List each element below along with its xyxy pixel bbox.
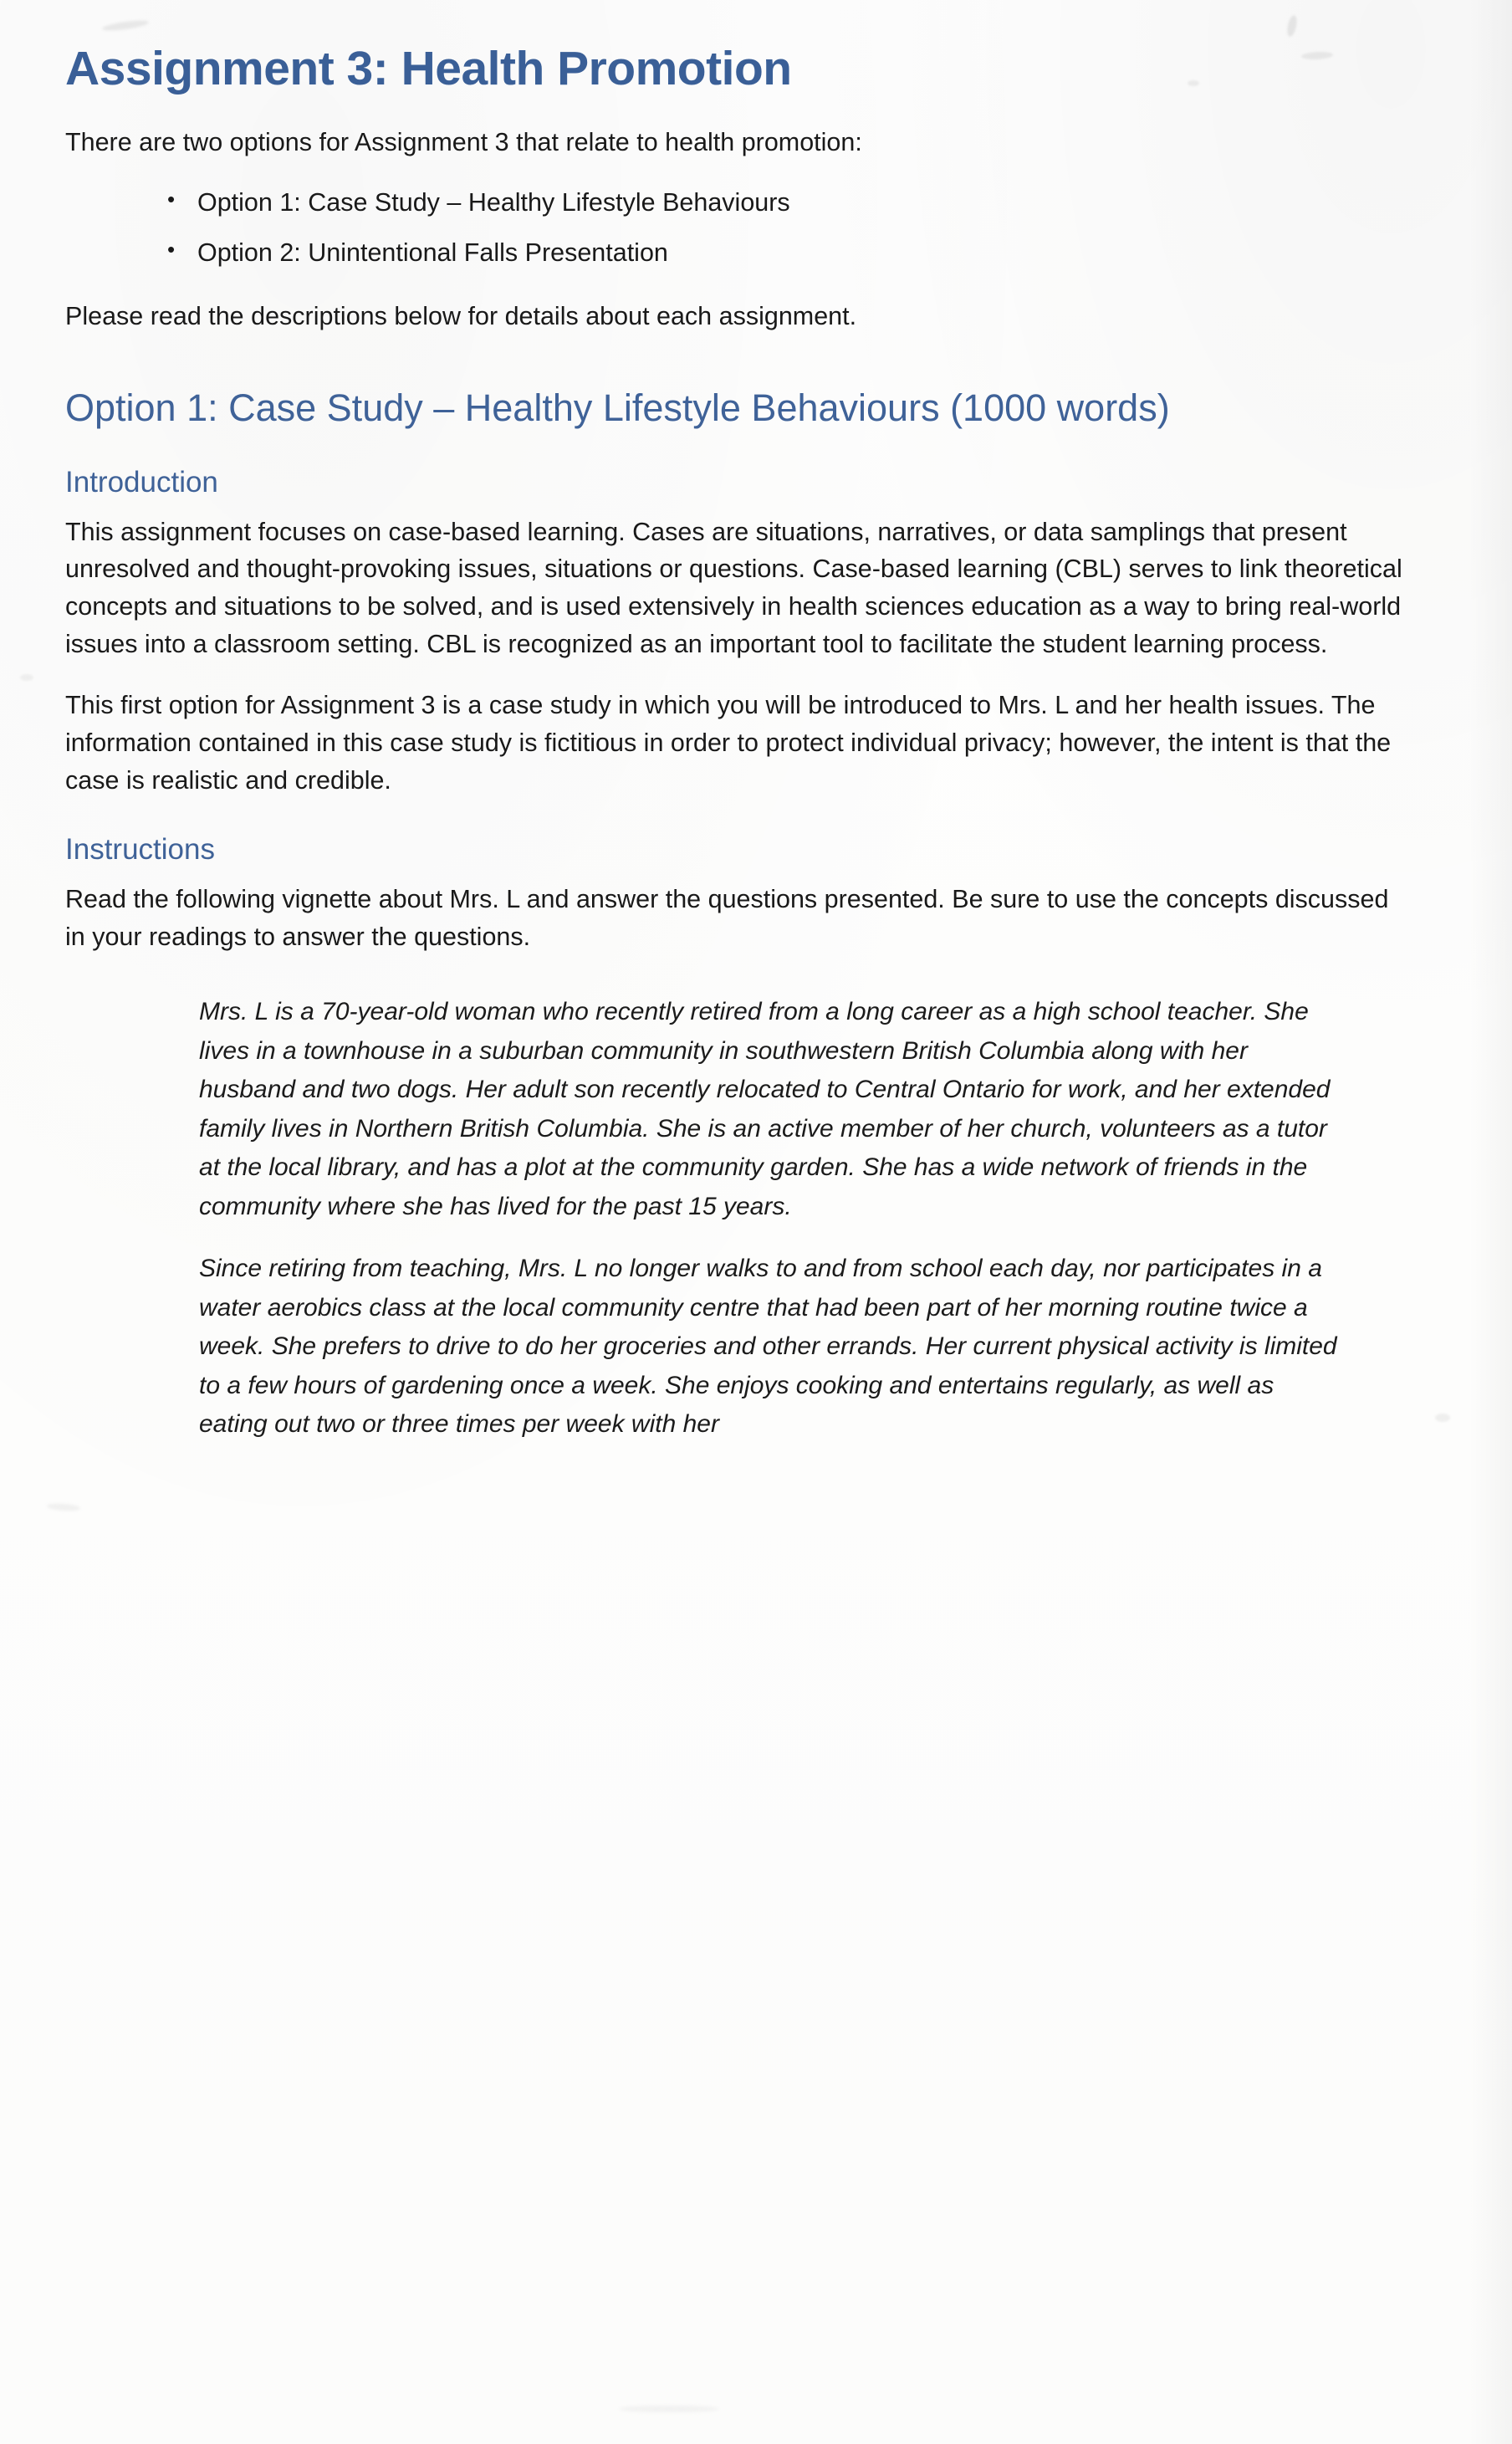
instructions-paragraph-1: Read the following vignette about Mrs. L and answer the questions presented. Be sure to use the concepts discussed in your readings to answer the questions. bbox=[65, 885, 1389, 952]
vignette-paragraph-2: Since retiring from teaching, Mrs. L no longer walks to and from school each day, nor participates in a water aerobics class at the local community centre that had been part of her morning routine twice a week. She prefers to drive to do her groceries and other errands. Her current physical activity is limited to a few hours of gardening once a week. She enjoys cooking and entertains regularly, as well as eating out two or three times per week with her bbox=[199, 1255, 1337, 1439]
scan-artifact bbox=[619, 2406, 719, 2412]
introduction-paragraph-1: This assignment focuses on case-based learning. Cases are situations, narratives, or data samplings that present unresolved and thought-provoking issues, situations or questions. Case-based learning (CBL) serves to link theoretical concepts and situations to be solved, and is used extensively in health sciences education as a way to bring real-world issues into a classroom setting. CBL is recognized as an important tool to facilitate the student learning process. bbox=[65, 517, 1402, 659]
scan-artifact bbox=[47, 1503, 80, 1512]
list-item: • Option 1: Case Study – Healthy Lifestyle Behaviours bbox=[197, 184, 1405, 222]
read-descriptions-note: Please read the descriptions below for details about each assignment. bbox=[65, 301, 857, 330]
instructions-heading: Instructions bbox=[65, 833, 215, 867]
page-title: Assignment 3: Health Promotion bbox=[65, 42, 792, 95]
intro-paragraph: There are two options for Assignment 3 that relate to health promotion: bbox=[65, 127, 862, 156]
introduction-paragraph-2: This first option for Assignment 3 is a case study in which you will be introduced to Mrs. L and her health issues. The information contained in this case study is fictitious in order to protect individual privacy; however, the intent is that the case is realistic and credible. bbox=[65, 690, 1392, 795]
assignment-options-list bbox=[65, 184, 1405, 273]
list-item: • Option 2: Unintentional Falls Presentation bbox=[197, 234, 1405, 273]
vignette-paragraph-1: Mrs. L is a 70-year-old woman who recently retired from a long career as a high school teacher. She lives in a townhouse in a suburban community in southwestern British Columbia along with her husband and two dogs. Her adult son recently relocated to Central Ontario for work, and her extended family lives in Northern British Columbia. She is an active member of her church, volunteers as a tutor at the local library, and has a plot at the community garden. She has a wide network of friends in the community where she has lived for the past 15 years. bbox=[199, 998, 1331, 1220]
case-study-vignette bbox=[65, 993, 1405, 1444]
introduction-heading: Introduction bbox=[65, 465, 218, 499]
option1-heading: Option 1: Case Study – Healthy Lifestyle Behaviours (1000 words) bbox=[65, 386, 1170, 429]
